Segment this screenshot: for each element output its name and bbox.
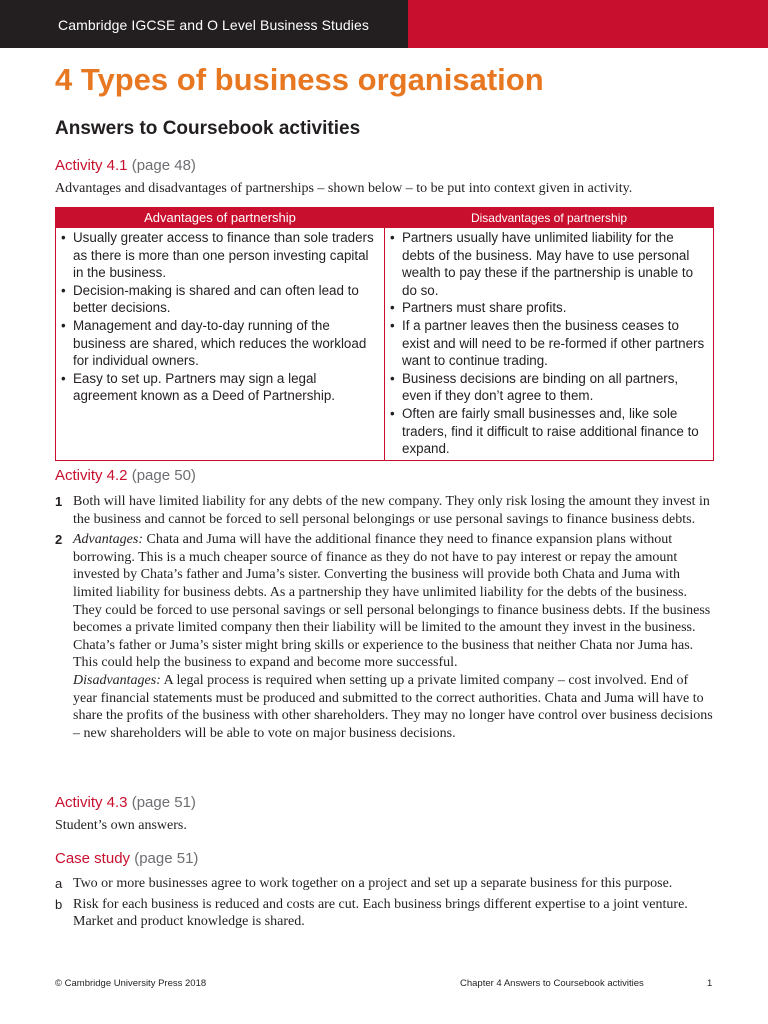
disadvantages-header: Disadvantages of partnership (385, 208, 714, 228)
case-study-heading (55, 850, 198, 867)
item-text: Both will have limited liability for any debts of the new company. They only risk losing the amount they invest in the business and cannot be forced to sell personal belongings or use personal savings to finance business debts. (73, 494, 710, 527)
header-bar (0, 0, 768, 48)
activity-4-1-intro: Advantages and disadvantages of partnerships – shown below – to be put into context given in activity. (55, 181, 633, 196)
disadvantage-item: • Often are fairly small businesses and, like sole traders, find it difficult to raise additional finance to expand. (390, 405, 709, 458)
disadvantage-item: • Business decisions are binding on all partners, even if they don’t agree to them. (390, 370, 709, 405)
activity-4-2-list (55, 493, 715, 745)
case-study-label: Case study (55, 850, 131, 867)
list-item (55, 493, 715, 528)
item-letter: b (55, 896, 63, 912)
chapter-title: 4 Types of business organisation (55, 62, 544, 97)
list-item (55, 531, 715, 742)
footer-chapter-ref: Chapter 4 Answers to Coursebook activities (460, 978, 644, 989)
disadvantages-label: Disadvantages: (73, 672, 161, 688)
page-ref: (page 51) (134, 850, 199, 867)
advantage-item: • Easy to set up. Partners may sign a legal agreement known as a Deed of Partnership. (61, 370, 380, 405)
disadvantages-text: A legal process is required when setting up a private limited company – cost involved. End of year financial statements must be produced and submitted to the correct authorities. Chata and Juma will have to share the profits of the business with other shareholders. They may no longer have control over business decisions – new shareholders will be able to vote on major business decisions. (73, 672, 713, 741)
item-number: 2 (55, 532, 63, 548)
activity-label: Activity 4.1 (55, 157, 128, 174)
page-subtitle: Answers to Coursebook activities (55, 118, 361, 139)
book-title: Cambridge IGCSE and O Level Business Studies (58, 17, 369, 33)
partnership-table (55, 207, 714, 461)
header-red-block (408, 0, 768, 48)
advantages-cell (56, 228, 385, 461)
disadvantage-item: • Partners usually have unlimited liability for the debts of the business. May have to use personal wealth to pay these if the partnership is unable to do so. (390, 229, 709, 299)
item-number: 1 (55, 494, 63, 509)
item-text: Two or more businesses agree to work together on a project and set up a separate business for this purpose. (73, 876, 673, 891)
advantage-item: • Usually greater access to finance than sole traders as there is more than one person investing capital in the business. (61, 229, 380, 282)
activity-label: Activity 4.3 (55, 794, 128, 811)
activity-4-2-heading (55, 467, 196, 484)
activity-4-3-heading (55, 794, 196, 811)
disadvantage-item: • Partners must share profits. (390, 299, 709, 317)
page-ref: (page 51) (131, 794, 196, 811)
advantages-header: Advantages of partnership (56, 208, 385, 228)
disadvantage-item: • If a partner leaves then the business ceases to exist and will need to be re-formed if other partners want to continue trading. (390, 317, 709, 370)
advantages-text: Chata and Juma will have the additional finance they need to finance expansion plans without borrowing. This is a much cheaper source of finance as they do not have to pay interest or repay the amount invested by Chata’s father and Juma’s sister. Converting the business will provide both Chata and Juma with limited liability for business debts. As a partnership they have unlimited liability for the debts of the business. They could be forced to use personal savings or sell personal belongings to finance business debts. If the business becomes a private limited company then their liability will be limited to the amount they invest in the business. Chata’s father or Juma’s sister might bring skills or experience to the business that neither Chata nor Juma has. This could help the business to expand and become more successful. (73, 532, 711, 671)
page-ref: (page 48) (131, 157, 196, 174)
case-study-list (55, 875, 715, 934)
advantages-label: Advantages: (73, 532, 143, 548)
advantage-item: • Decision-making is shared and can often lead to better decisions. (61, 282, 380, 317)
list-item (55, 875, 715, 893)
activity-label: Activity 4.2 (55, 467, 128, 484)
page-ref: (page 50) (131, 467, 196, 484)
footer-copyright: © Cambridge University Press 2018 (55, 978, 207, 989)
item-text: Risk for each business is reduced and costs are cut. Each business brings different expertise to a joint venture. Market and product knowledge is shared. (73, 896, 688, 930)
list-item (55, 896, 715, 931)
footer-page-number: 1 (707, 978, 713, 989)
item-letter: a (55, 876, 63, 891)
disadvantages-cell (385, 228, 714, 461)
advantage-item: • Management and day-to-day running of the business are shared, which reduces the workload for individual owners. (61, 317, 380, 370)
activity-4-3-text: Student’s own answers. (55, 818, 187, 833)
activity-4-1-heading (55, 157, 196, 174)
